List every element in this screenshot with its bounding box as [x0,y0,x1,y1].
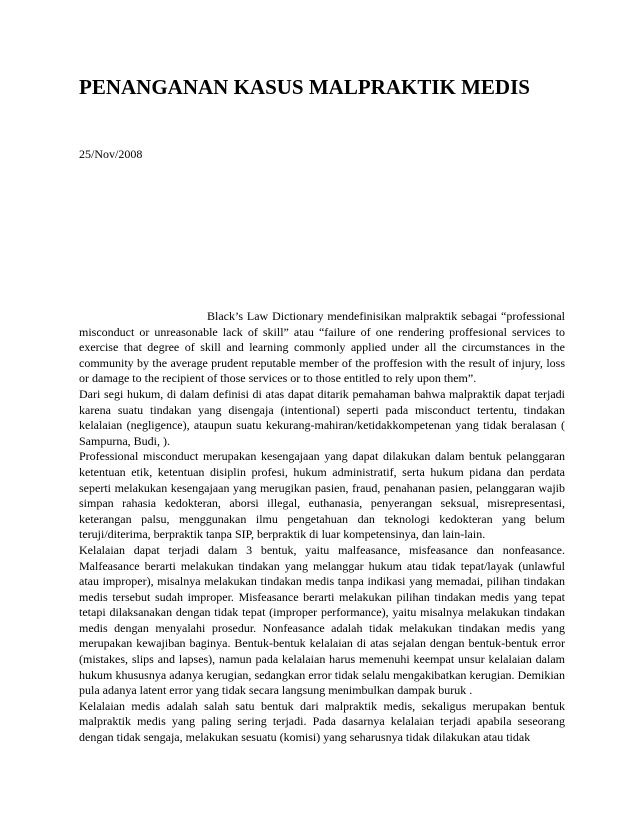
article-body [79,309,565,746]
paragraph: Professional misconduct merupakan kesengajaan yang dapat dilakukan dalam bentuk pelanggaran ketentuan etik, ketentuan disiplin profesi, hukum administratif, serta hukum pidana dan perdata seperti melakukan kesengajaan yang merugikan pasien, fraud, penahanan pasien, pelanggaran wajib simpan rahasia kedokteran, aborsi illegal, euthanasia, penyerangan seksual, misrepresentasi, keterangan palsu, menggunakan ilmu pengetahuan dan teknologi kedokteran yang belum teruji/diterima, berpraktik tanpa SIP, berpraktik di luar kompetensinya, dan lain-lain. [79,449,565,542]
article-title: PENANGANAN KASUS MALPRAKTIK MEDIS [79,75,530,99]
paragraph: Kelalaian dapat terjadi dalam 3 bentuk, yaitu malfeasance, misfeasance dan nonfeasance. Malfeasance berarti melakukan tindakan yang melanggar hukum atau tidak tepat/layak (unlawful atau improper), misalnya melakukan tindakan medis tanpa indikasi yang memadai, pilihan tindakan medis tersebut sudah improper. Misfeasance berarti melakukan pilihan tindakan medis yang tepat tetapi dilaksanakan dengan tidak tepat (improper performance), yaitu misalnya melakukan tindakan medis dengan menyalahi prosedur. Nonfeasance adalah tidak melakukan tindakan medis yang merupakan kewajiban baginya. Bentuk-bentuk kelalaian di atas sejalan dengan bentuk-bentuk error (mistakes, slips and lapses), namun pada kelalaian harus memenuhi keempat unsur kelalaian dalam hukum khususnya adanya kerugian, sedangkan error tidak selalu mengakibatkan kerugian. Demikian pula adanya latent error yang tidak secara langsung menimbulkan dampak buruk . [79,542,565,698]
paragraph: Kelalaian medis adalah salah satu bentuk dari malpraktik medis, sekaligus merupakan bentuk malpraktik medis yang paling sering terjadi. Pada dasarnya kelalaian terjadi apabila seseorang dengan tidak sengaja, melakukan sesuatu (komisi) yang seharusnya tidak dilakukan atau tidak [79,698,565,745]
paragraph: Dari segi hukum, di dalam definisi di atas dapat ditarik pemahaman bahwa malpraktik dapat terjadi karena suatu tindakan yang disengaja (intentional) seperti pada misconduct tertentu, tindakan kelalaian (negligence), ataupun suatu kekurang-mahiran/ketidakkompetenan yang tidak beralasan ( Sampurna, Budi, ). [79,386,565,448]
article-date: 25/Nov/2008 [79,147,143,161]
paragraph: Black’s Law Dictionary mendefinisikan malpraktik sebagai “professional misconduct or unreasonable lack of skill” atau “failure of one rendering proffesional services to exercise that degree of skill and learning commonly applied under all the circumstances in the community by the average prudent reputable member of the proffesion with the result of injury, loss or damage to the recipient of those services or to those entitled to rely upon them”. [79,309,565,386]
